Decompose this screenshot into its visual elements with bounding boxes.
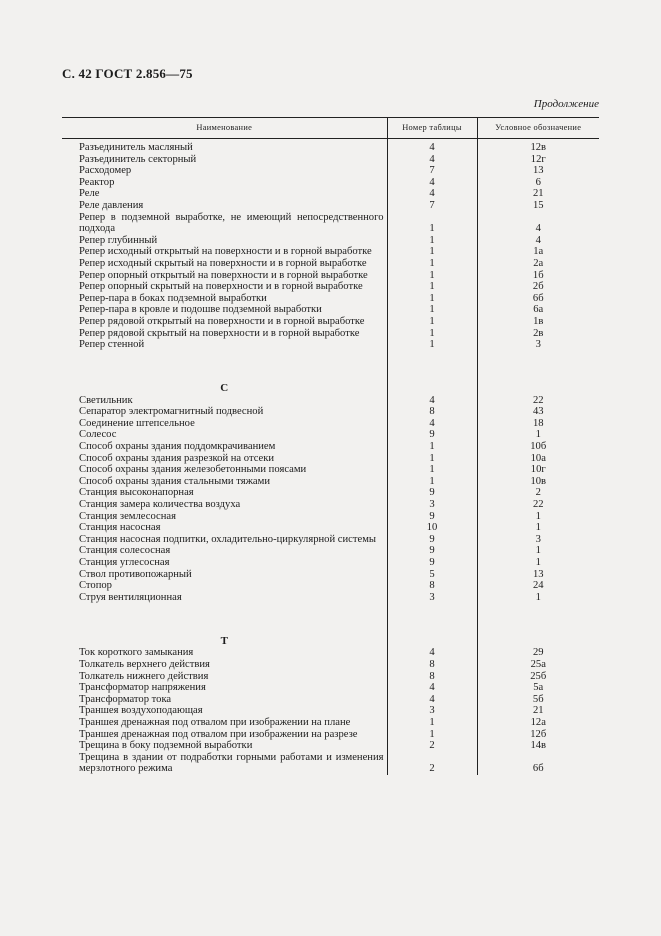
table-number-cell: 1	[387, 339, 477, 351]
table-row	[62, 580, 599, 592]
table-number-cell: 1	[387, 453, 477, 465]
name-cell: Способ охраны здания стальными тяжами	[79, 475, 270, 487]
table-row	[62, 177, 599, 189]
table-row	[62, 212, 599, 235]
table-row	[62, 235, 599, 247]
name-cell: Станция насосная подпитки, охладительно-циркулярной системы	[79, 533, 377, 545]
table-row	[62, 200, 599, 212]
table-number-cell: 1	[387, 270, 477, 282]
symbol-cell: 2б	[477, 281, 599, 293]
symbol-cell: 12г	[477, 154, 599, 166]
section-table-cell	[387, 603, 477, 647]
symbol-cell: 25а	[477, 659, 599, 671]
table-number-cell: 9	[387, 557, 477, 569]
table-row	[62, 671, 599, 683]
symbol-cell: 1	[477, 545, 599, 557]
table-number-cell: 2	[387, 740, 477, 752]
symbol-cell: 4	[477, 212, 599, 235]
table-row	[62, 476, 599, 488]
table-row	[62, 316, 599, 328]
table-number-cell: 7	[387, 200, 477, 212]
symbol-cell: 10г	[477, 464, 599, 476]
table-row	[62, 258, 599, 270]
section-code-cell	[477, 603, 599, 647]
name-cell: Репер-пара в боках подземной выработки	[79, 292, 267, 304]
table-row	[62, 453, 599, 465]
table-number-cell: 1	[387, 212, 477, 235]
name-cell: Трещина в здании от подработки горными работами и изменения мерзлотного режима	[79, 751, 384, 775]
table-number-cell: 1	[387, 316, 477, 328]
table-row	[62, 139, 599, 154]
table-row	[62, 406, 599, 418]
section-letter: Т	[220, 634, 228, 647]
continuation-label: Продолжение	[533, 98, 599, 110]
symbol-cell: 6	[477, 177, 599, 189]
symbol-cell: 2	[477, 487, 599, 499]
name-cell: Репер-пара в кровле и подошве подземной выработки	[79, 304, 322, 316]
name-cell: Соединение штепсельное	[79, 417, 195, 429]
symbol-cell: 1а	[477, 246, 599, 258]
table-number-cell: 10	[387, 522, 477, 534]
table-number-cell: 2	[387, 752, 477, 775]
name-cell: Репер исходный открытый на поверхности и в горной выработке	[79, 246, 372, 258]
table-row	[62, 545, 599, 557]
symbol-cell: 25б	[477, 671, 599, 683]
table-number-cell: 9	[387, 487, 477, 499]
symbol-cell: 1в	[477, 316, 599, 328]
symbol-cell: 10б	[477, 441, 599, 453]
name-cell: Станция замера количества воздуха	[79, 499, 241, 511]
name-cell: Станция солесосная	[79, 545, 171, 557]
table-row	[62, 246, 599, 258]
table-number-cell: 3	[387, 705, 477, 717]
table-row	[62, 281, 599, 293]
table-number-cell: 3	[387, 592, 477, 604]
name-cell: Стопор	[79, 580, 112, 592]
table-header-row	[62, 118, 599, 139]
table-row	[62, 154, 599, 166]
table-row	[62, 487, 599, 499]
table-row	[62, 418, 599, 430]
table-number-cell: 4	[387, 177, 477, 189]
table-number-cell: 9	[387, 545, 477, 557]
table-number-cell: 4	[387, 154, 477, 166]
name-cell: Сепаратор электромагнитный подвесной	[79, 406, 264, 418]
symbol-cell: 1	[477, 592, 599, 604]
table-row	[62, 339, 599, 351]
table-row	[62, 499, 599, 511]
table-number-cell: 4	[387, 682, 477, 694]
table-row	[62, 659, 599, 671]
table-number-cell: 1	[387, 729, 477, 741]
table-number-cell: 1	[387, 717, 477, 729]
name-cell: Траншея дренажная под отвалом при изображении на плане	[79, 716, 351, 728]
table-number-cell: 9	[387, 511, 477, 523]
symbol-cell: 13	[477, 569, 599, 581]
table-row	[62, 694, 599, 706]
symbol-cell: 3	[477, 534, 599, 546]
name-cell: Трансформатор напряжения	[79, 682, 206, 694]
table-number-cell: 3	[387, 499, 477, 511]
name-cell: Расходомер	[79, 165, 132, 177]
section-letter: С	[220, 382, 229, 395]
column-header-name: Наименование	[62, 118, 387, 139]
table-row	[62, 729, 599, 741]
name-cell: Светильник	[79, 394, 133, 406]
symbol-cell: 2в	[477, 328, 599, 340]
section-row	[62, 603, 599, 647]
column-header-symbol: Условное обозначение	[477, 118, 599, 139]
name-cell: Репер рядовой скрытый на поверхности и в горной выработке	[79, 327, 360, 339]
table-row	[62, 511, 599, 523]
symbol-cell: 21	[477, 188, 599, 200]
column-header-table-number: Номер таблицы	[387, 118, 477, 139]
table-row	[62, 557, 599, 569]
name-cell: Трансформатор тока	[79, 693, 172, 705]
symbol-cell: 10в	[477, 476, 599, 488]
page-header: С. 42 ГОСТ 2.856—75	[62, 66, 193, 81]
table-number-cell: 1	[387, 328, 477, 340]
table-number-cell: 7	[387, 165, 477, 177]
symbol-cell: 10а	[477, 453, 599, 465]
symbol-cell: 12в	[477, 139, 599, 154]
table-row	[62, 705, 599, 717]
name-cell: Репер рядовой открытый на поверхности и в горной выработке	[79, 315, 365, 327]
table-number-cell: 8	[387, 406, 477, 418]
symbol-cell: 5а	[477, 682, 599, 694]
symbol-cell: 1б	[477, 270, 599, 282]
name-cell: Реле давления	[79, 199, 144, 211]
symbol-cell: 5б	[477, 694, 599, 706]
name-cell: Репер в подземной выработке, не имеющий непосредственного подхода	[79, 211, 384, 235]
table-number-cell: 1	[387, 258, 477, 270]
symbol-cell: 13	[477, 165, 599, 177]
table-number-cell: 4	[387, 647, 477, 659]
name-cell: Ствол противопожарный	[79, 568, 192, 580]
section-row	[62, 351, 599, 395]
name-cell: Ток короткого замыкания	[79, 647, 194, 659]
symbol-cell: 1	[477, 511, 599, 523]
name-cell: Репер опорный открытый на поверхности и в горной выработке	[79, 269, 368, 281]
symbol-cell: 21	[477, 705, 599, 717]
name-cell: Разъединитель масляный	[79, 142, 193, 153]
table-number-cell: 4	[387, 188, 477, 200]
table-row	[62, 395, 599, 407]
table-number-cell: 1	[387, 476, 477, 488]
name-cell: Репер опорный скрытый на поверхности и в горной выработке	[79, 281, 363, 293]
symbol-cell: 22	[477, 395, 599, 407]
table-row	[62, 740, 599, 752]
symbol-cell: 6а	[477, 304, 599, 316]
name-cell: Реле	[79, 188, 100, 200]
symbol-cell: 1	[477, 429, 599, 441]
table-number-cell: 1	[387, 246, 477, 258]
table-body	[62, 139, 599, 775]
table-row	[62, 188, 599, 200]
table-row	[62, 441, 599, 453]
name-cell: Станция землесосная	[79, 510, 176, 522]
name-cell: Способ охраны здания железобетонными поясами	[79, 464, 307, 476]
name-cell: Станция углесосная	[79, 557, 170, 568]
symbol-cell: 24	[477, 580, 599, 592]
name-cell: Станция насосная	[79, 522, 161, 534]
table-row	[62, 429, 599, 441]
table-row	[62, 592, 599, 604]
name-cell: Толкатель нижнего действия	[79, 670, 209, 682]
name-cell: Репер исходный скрытый на поверхности и в горной выработке	[79, 257, 367, 269]
table-number-cell: 1	[387, 281, 477, 293]
section-code-cell	[477, 351, 599, 395]
symbol-cell: 6б	[477, 293, 599, 305]
table-number-cell: 4	[387, 395, 477, 407]
table-row	[62, 717, 599, 729]
symbol-cell: 6б	[477, 752, 599, 775]
table-row	[62, 165, 599, 177]
table-number-cell: 4	[387, 139, 477, 154]
name-cell: Трещина в боку подземной выработки	[79, 740, 253, 752]
symbol-cell: 18	[477, 418, 599, 430]
symbols-index-table	[62, 117, 599, 775]
name-cell: Разъединитель секторный	[79, 153, 197, 165]
table-number-cell: 9	[387, 429, 477, 441]
table-number-cell: 4	[387, 418, 477, 430]
table-row	[62, 682, 599, 694]
name-cell: Солесос	[79, 429, 117, 441]
name-cell: Траншея дренажная под отвалом при изображении на разрезе	[79, 728, 358, 740]
table-number-cell: 8	[387, 580, 477, 592]
table-number-cell: 1	[387, 293, 477, 305]
symbol-cell: 1	[477, 557, 599, 569]
symbol-cell: 2а	[477, 258, 599, 270]
table-row	[62, 328, 599, 340]
section-table-cell	[387, 351, 477, 395]
table-number-cell: 8	[387, 671, 477, 683]
table-number-cell: 1	[387, 441, 477, 453]
name-cell: Способ охраны здания поддомкрачиванием	[79, 441, 276, 453]
symbol-cell: 43	[477, 406, 599, 418]
table-row	[62, 304, 599, 316]
symbol-cell: 14в	[477, 740, 599, 752]
table-row	[62, 534, 599, 546]
table-row	[62, 270, 599, 282]
symbol-cell: 3	[477, 339, 599, 351]
name-cell: Станция высоконапорная	[79, 487, 194, 499]
symbol-cell: 22	[477, 499, 599, 511]
table-row	[62, 569, 599, 581]
table-row	[62, 752, 599, 775]
name-cell: Струя вентиляционная	[79, 591, 182, 603]
name-cell: Репер стенной	[79, 339, 145, 351]
symbol-cell: 12б	[477, 729, 599, 741]
name-cell: Репер глубинный	[79, 234, 158, 246]
table-number-cell: 4	[387, 694, 477, 706]
symbol-cell: 1	[477, 522, 599, 534]
table-row	[62, 522, 599, 534]
symbol-cell: 15	[477, 200, 599, 212]
symbol-cell: 29	[477, 647, 599, 659]
table-number-cell: 1	[387, 304, 477, 316]
table-row	[62, 464, 599, 476]
name-cell: Толкатель верхнего действия	[79, 658, 210, 670]
table-number-cell: 9	[387, 534, 477, 546]
table-row	[62, 293, 599, 305]
table-number-cell: 1	[387, 464, 477, 476]
name-cell: Способ охраны здания разрезкой на отсеки	[79, 452, 275, 464]
name-cell: Реактор	[79, 176, 115, 188]
table-row	[62, 647, 599, 659]
symbol-cell: 4	[477, 235, 599, 247]
symbol-cell: 12а	[477, 717, 599, 729]
table-number-cell: 5	[387, 569, 477, 581]
name-cell: Траншея воздухоподающая	[79, 705, 203, 717]
table-number-cell: 8	[387, 659, 477, 671]
table-number-cell: 1	[387, 235, 477, 247]
